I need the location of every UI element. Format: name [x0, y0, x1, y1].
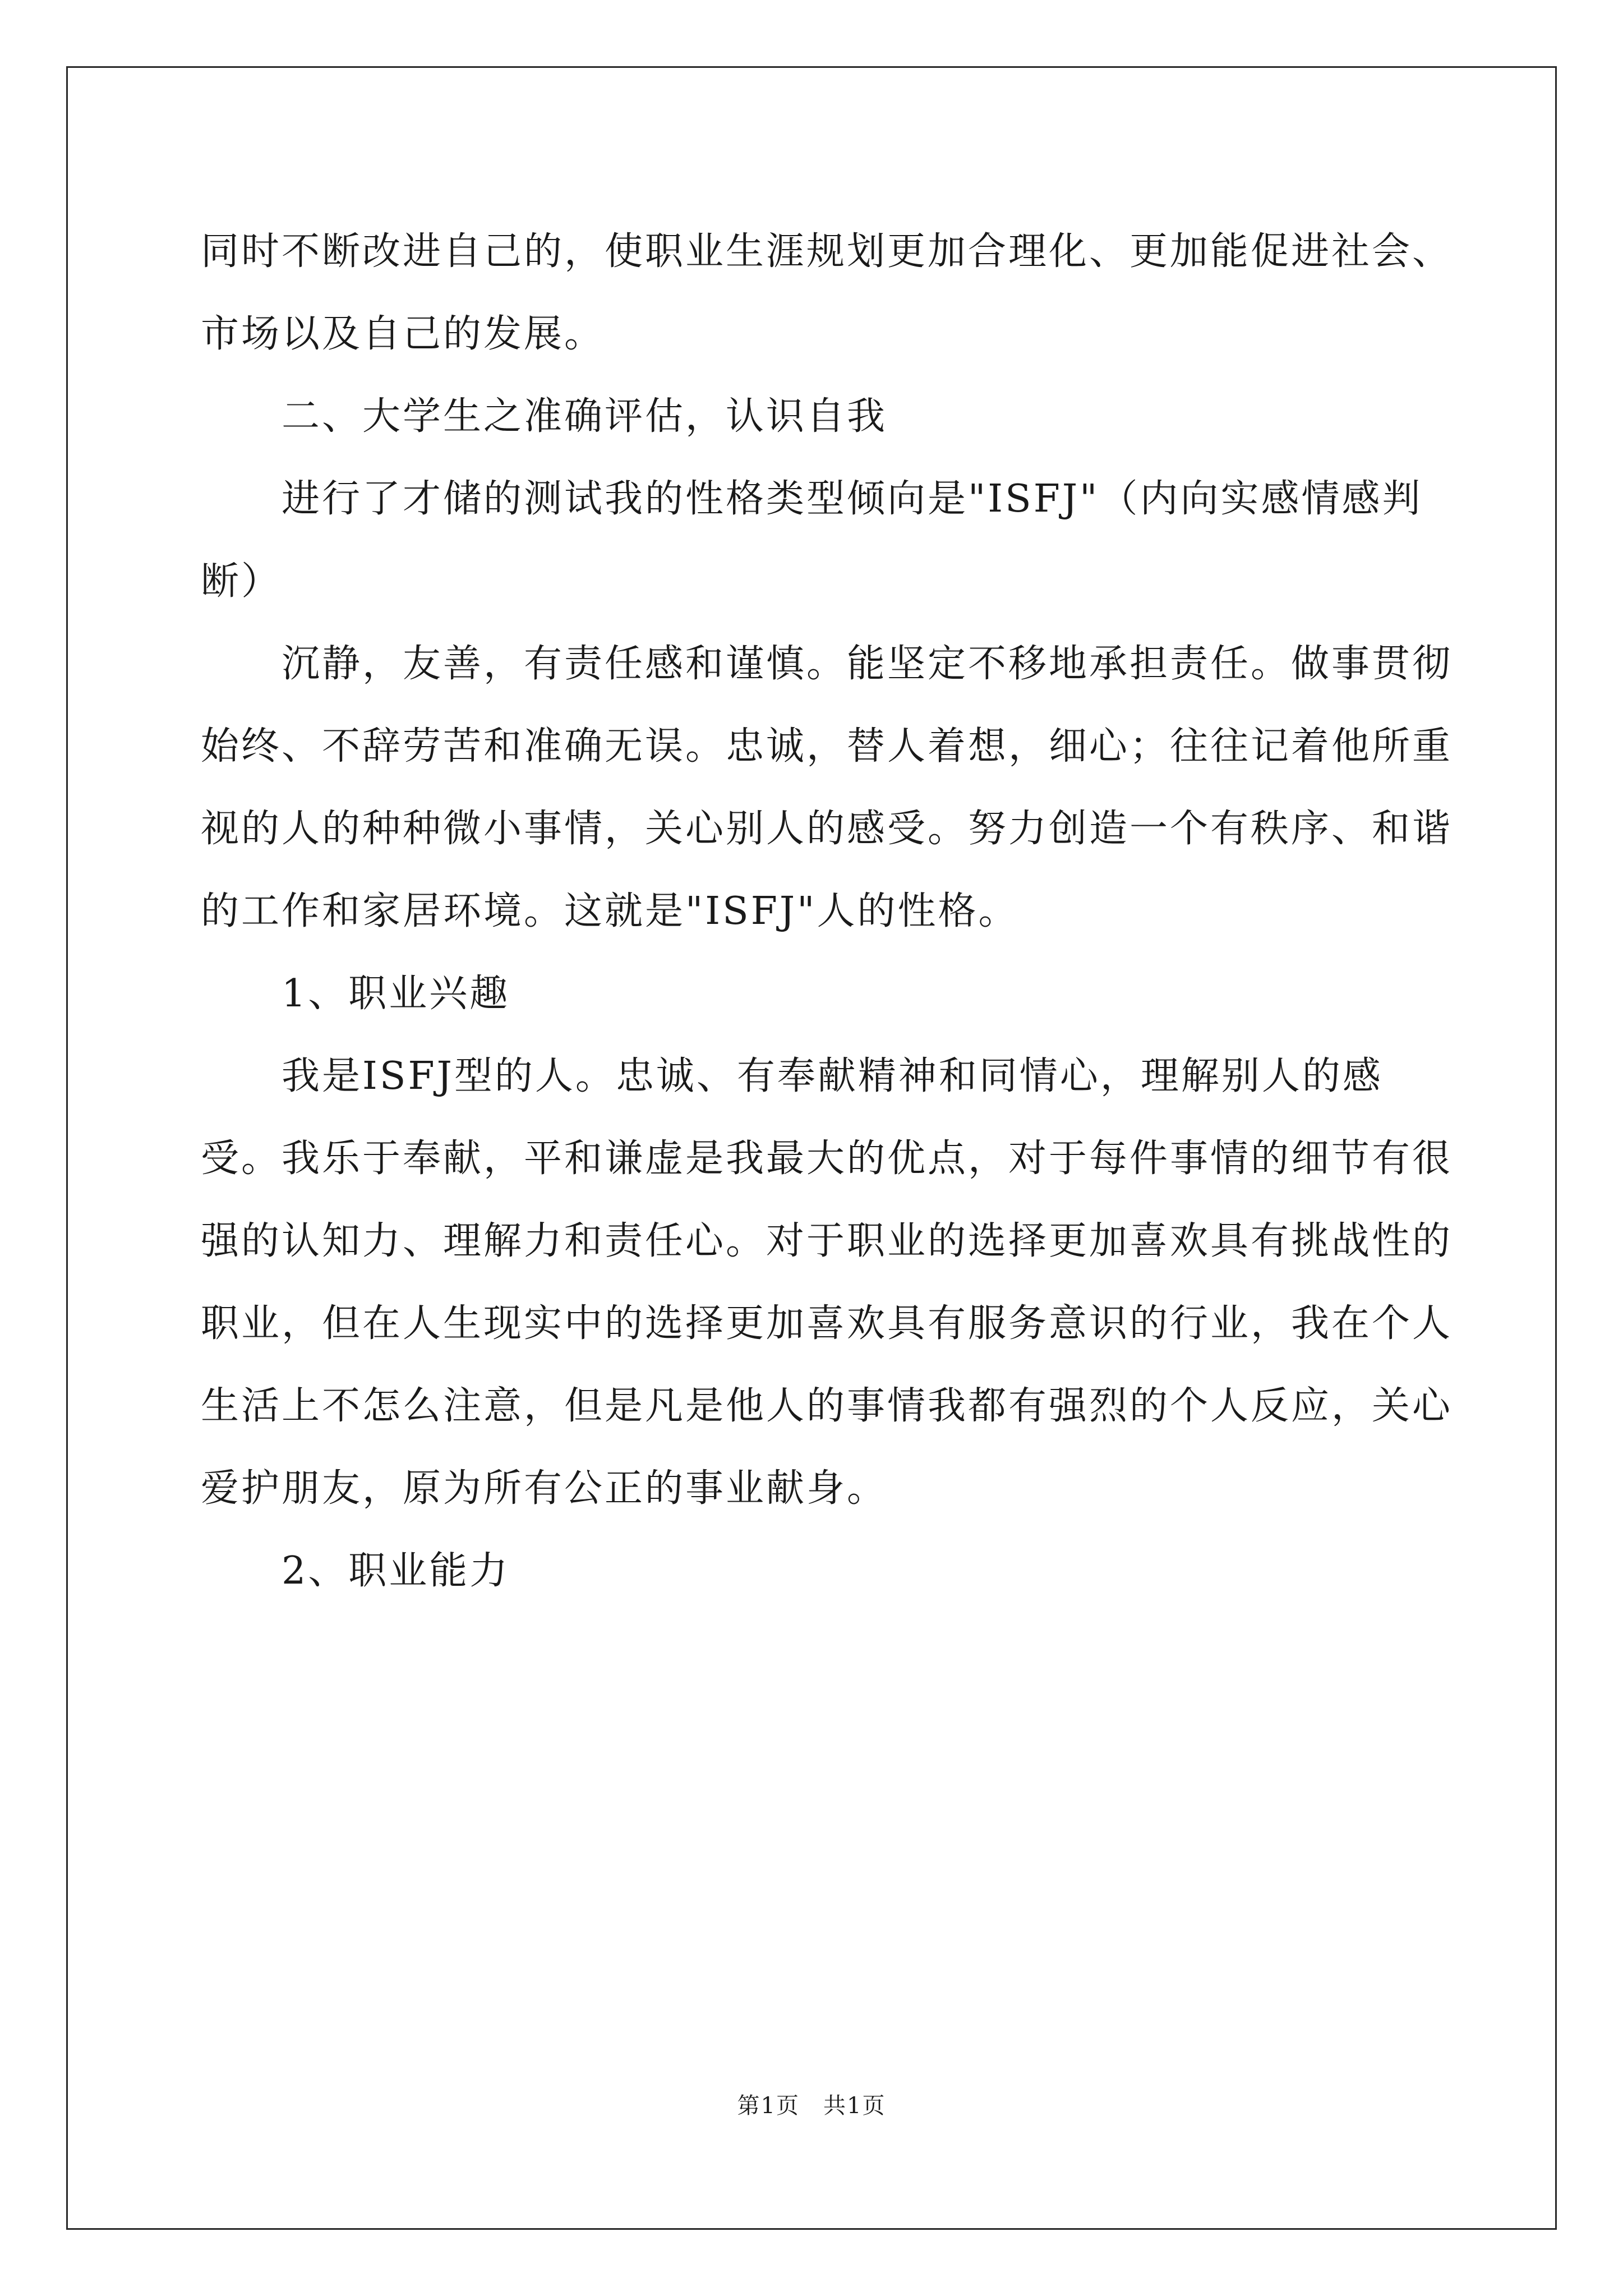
subheading-career-interest: 1、职业兴趣: [282, 972, 510, 1016]
paragraph-continuation: 同时不断改进自己的，使职业生涯规划更加合理化、更加能促进社会、市场以及自己的发展。: [201, 229, 1453, 356]
subheading-career-ability: 2、职业能力: [282, 1549, 510, 1593]
paragraph-personality-test: 进行了才储的测试我的性格类型倾向是"ISFJ"（内向实感情感判断）: [201, 477, 1423, 604]
paragraph-career-interest: 我是ISFJ型的人。忠诚、有奉献精神和同情心，理解别人的感受。我乐于奉献，平和谦虚是我最大的优点，对于每件事情的细节有很强的认知力、理解力和责任心。对于职业的选择更加喜欢具有挑战性的职业，但在人生现实中的选择更加喜欢具有服务意识的行业，我在个人生活上不怎么注意，但是凡是他人的事情我都有强烈的个人反应，关心爱护朋友，原为所有公正的事业献身。: [201, 1054, 1453, 1511]
section-heading-self-assessment: 二、大学生之准确评估，认识自我: [282, 394, 888, 439]
document-body: [201, 210, 1457, 1612]
page-number-footer: 第1页 共1页: [737, 2093, 886, 2119]
paragraph-personality-description: 沉静，友善，有责任感和谨慎。能坚定不移地承担责任。做事贯彻始终、不辞劳苦和准确无误。忠诚，替人着想，细心；往往记着他所重视的人的种种微小事情，关心别人的感受。努力创造一个有秩序、和谐的工作和家居环境。这就是"ISFJ"人的性格。: [201, 642, 1453, 933]
